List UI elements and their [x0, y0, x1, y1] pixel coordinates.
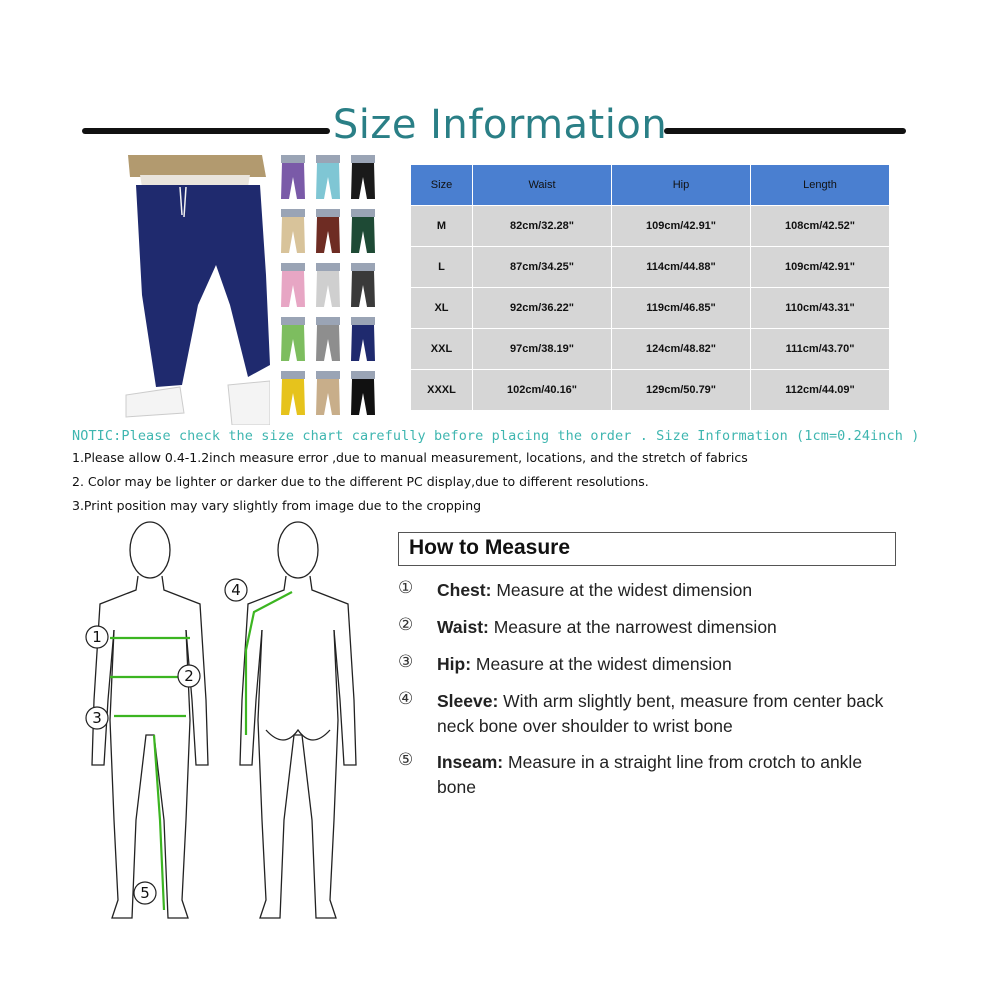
color-swatch: [278, 209, 308, 257]
measure-desc: Measure in a straight line from crotch to ankle bone: [437, 752, 863, 797]
table-row: [411, 247, 890, 288]
color-swatch: [278, 263, 308, 311]
cell-size: M: [411, 206, 473, 247]
header-waist: Waist: [473, 165, 612, 206]
measure-num: ⑤: [398, 750, 414, 769]
table-row: [411, 206, 890, 247]
color-swatch: [348, 317, 378, 365]
figure-label-4: 4: [231, 581, 241, 599]
table-row: [411, 370, 890, 411]
cell-hip: 109cm/42.91": [612, 206, 751, 247]
cell-waist: 82cm/32.28": [473, 206, 612, 247]
cell-size: XXXL: [411, 370, 473, 411]
color-swatch: [313, 263, 343, 311]
header-hip: Hip: [612, 165, 751, 206]
color-swatch: [278, 317, 308, 365]
measure-desc: With arm slightly bent, measure from center back neck bone over shoulder to wrist bone: [437, 691, 884, 736]
color-swatch: [348, 263, 378, 311]
measure-desc: Measure at the narrowest dimension: [488, 617, 777, 637]
color-swatch: [278, 155, 308, 203]
color-swatch: [348, 371, 378, 419]
measurement-figure: [70, 520, 390, 940]
cell-hip: 119cm/46.85": [612, 288, 751, 329]
cell-length: 111cm/43.70": [751, 329, 890, 370]
measure-label: Waist:: [437, 617, 489, 637]
note-2: 2. Color may be lighter or darker due to the different PC display,due to different resolutions.: [72, 474, 649, 489]
color-swatch: [348, 155, 378, 203]
note-3: 3.Print position may vary slightly from image due to the cropping: [72, 498, 482, 513]
color-swatch: [313, 155, 343, 203]
cell-hip: 129cm/50.79": [612, 370, 751, 411]
note-1: 1.Please allow 0.4-1.2inch measure error ,due to manual measurement, locations, and the stretch of fabrics: [72, 450, 748, 465]
measure-label: Chest:: [437, 580, 492, 600]
measure-desc: Measure at the widest dimension: [471, 654, 732, 674]
cell-size: L: [411, 247, 473, 288]
color-swatch: [313, 371, 343, 419]
cell-waist: 97cm/38.19": [473, 329, 612, 370]
cell-length: 112cm/44.09": [751, 370, 890, 411]
measure-num: ②: [398, 615, 414, 634]
figure-label-5: 5: [140, 884, 150, 902]
how-to-measure-title: How to Measure: [409, 536, 571, 559]
cell-length: 109cm/42.91": [751, 247, 890, 288]
color-swatch: [313, 209, 343, 257]
color-swatch: [348, 209, 378, 257]
measure-label: Hip:: [437, 654, 472, 674]
measure-desc: Measure at the widest dimension: [491, 580, 753, 600]
header-size: Size: [411, 165, 473, 206]
cell-waist: 87cm/34.25": [473, 247, 612, 288]
measure-num: ④: [398, 689, 414, 708]
measure-label: Inseam:: [437, 752, 504, 772]
table-row: [411, 329, 890, 370]
cell-length: 110cm/43.31": [751, 288, 890, 329]
cell-waist: 92cm/36.22": [473, 288, 612, 329]
cell-size: XL: [411, 288, 473, 329]
measure-num: ①: [398, 578, 414, 597]
cell-length: 108cm/42.52": [751, 206, 890, 247]
color-swatch-grid: [278, 155, 382, 425]
cell-size: XXL: [411, 329, 473, 370]
size-table: [410, 164, 890, 411]
header-length: Length: [751, 165, 890, 206]
page-title: Size Information: [332, 102, 668, 148]
table-row: [411, 288, 890, 329]
figure-label-1: 1: [92, 628, 102, 646]
measure-label: Sleeve:: [437, 691, 499, 711]
figure-label-3: 3: [92, 709, 102, 727]
cell-hip: 124cm/48.82": [612, 329, 751, 370]
measure-num: ③: [398, 652, 414, 671]
color-swatch: [278, 371, 308, 419]
figure-label-2: 2: [184, 667, 194, 685]
table-header-row: [411, 165, 890, 206]
how-to-measure-header: [398, 532, 896, 566]
size-notice: NOTIC:Please check the size chart carefully before placing the order . Size Information (1cm=0.24inch ): [72, 428, 920, 444]
product-photo-main: [120, 155, 270, 425]
title-rule-left: [82, 128, 330, 134]
cell-hip: 114cm/44.88": [612, 247, 751, 288]
cell-waist: 102cm/40.16": [473, 370, 612, 411]
title-rule-right: [664, 128, 906, 134]
color-swatch: [313, 317, 343, 365]
